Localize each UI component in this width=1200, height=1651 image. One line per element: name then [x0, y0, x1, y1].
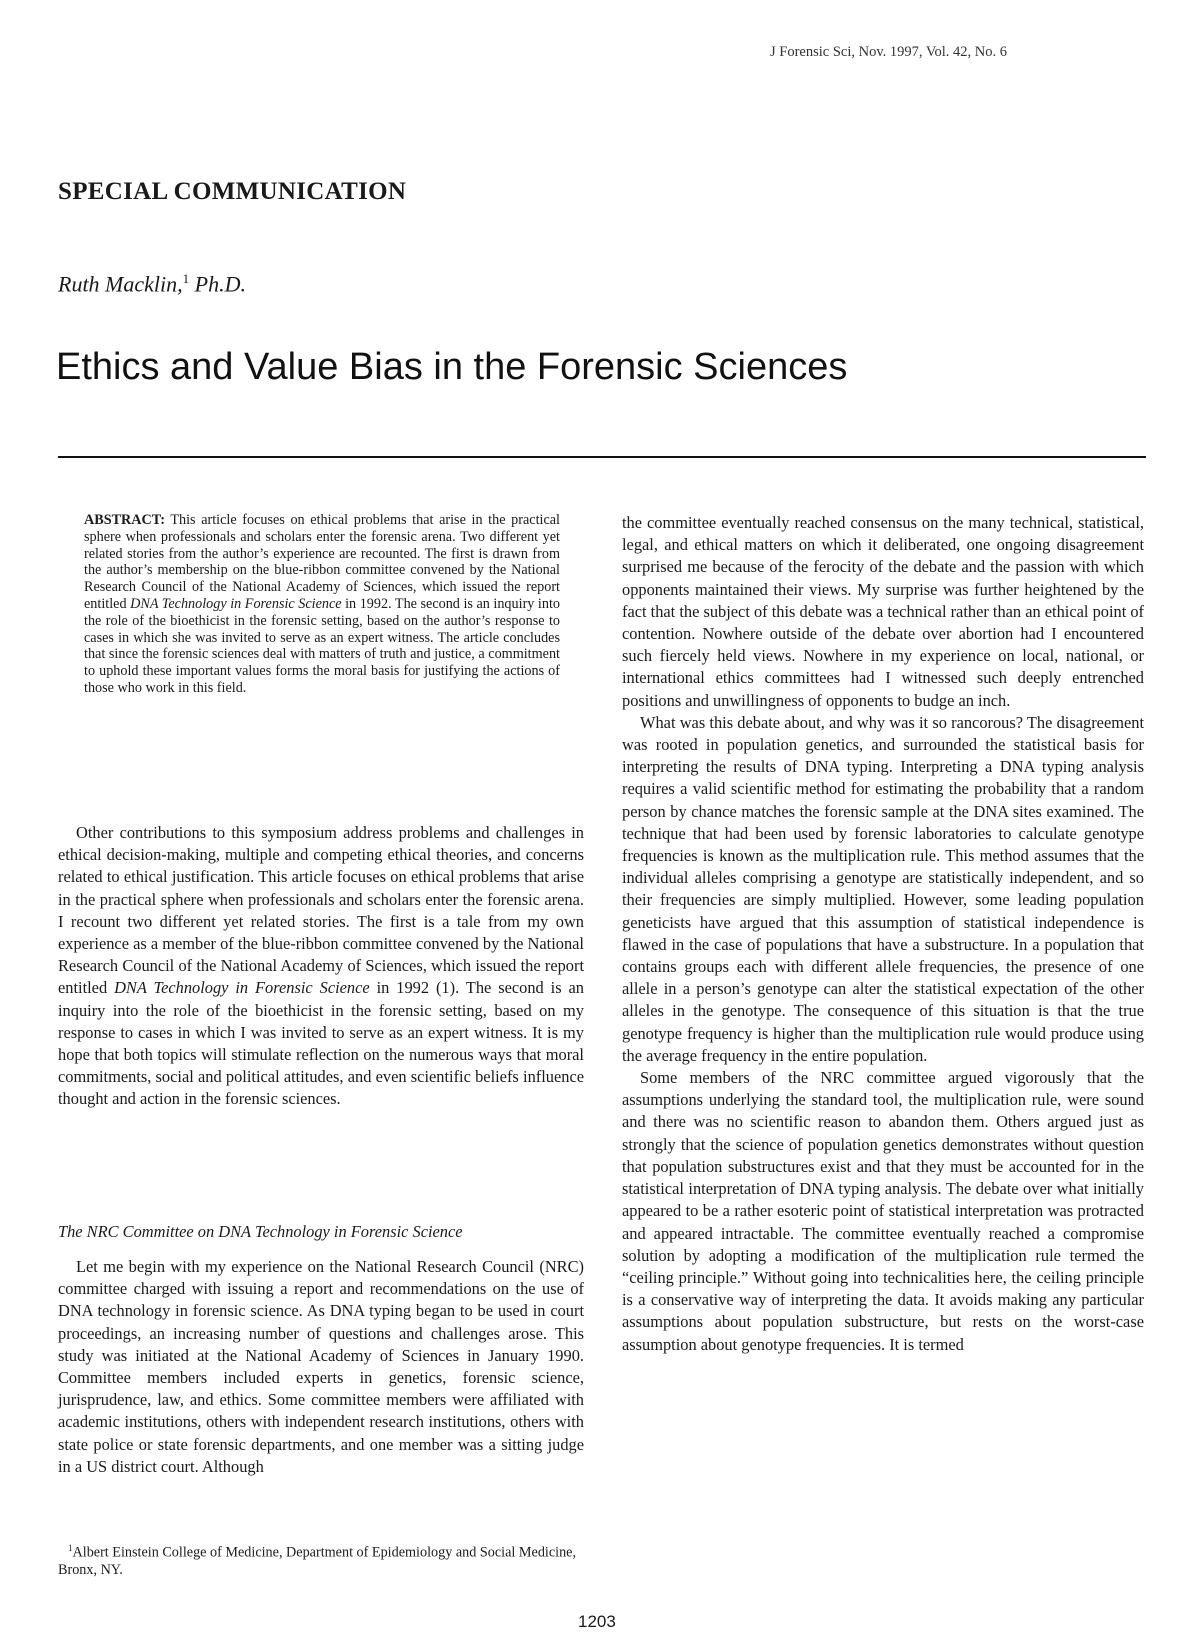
footnote — [58, 1540, 584, 1579]
page-number: 1203 — [578, 1612, 616, 1631]
abstract-report-title: DNA Technology in Forensic Science — [130, 595, 342, 612]
author-degree: Ph.D. — [194, 271, 246, 297]
nrc-paragraph: Let me begin with my experience on the National Research Council (NRC) committee charged with issuing a report and recommendations on the use of DNA technology in forensic science. As DNA typing began to be used in court proceedings, an increasing number of questions and challenges arose. This study was initiated at the National Academy of Sciences in January 1990. Committee members included experts in genetics, forensic science, jurisprudence, law, and ethics. Some committee members were affiliated with academic institutions, others with independent research institutions, others with state police or state forensic departments, and one member was a sitting judge in a US district court. Although — [58, 1257, 584, 1476]
footnote-body: Albert Einstein College of Medicine, Department of Epidemiology and Social Medicine, Bronx, NY. — [58, 1544, 577, 1578]
abstract — [84, 512, 560, 697]
article-title: Ethics and Value Bias in the Forensic Sciences — [56, 346, 848, 388]
intro-text-end: in 1992 (1). The second is an inquiry into the role of the bioethicist in the forensic setting, based on my response to cases in which I was invited to serve as an expert witness. It is my hope that both topics will stimulate reflection on the numerous ways that moral commitments, social and political attitudes, and even scientific beliefs influence thought and action in the forensic sciences. — [58, 978, 584, 1109]
right-paragraph-1: the committee eventually reached consensus on the many technical, statistical, legal, and ethical matters on which it deliberated, one ongoing disagreement surprised me because of the ferocity of the debate and the passion with which opponents maintained their views. My surprise was further heightened by the fact that the subject of this debate was a technical rather than an ethical point of contention. Nowhere outside of the debate over abortion had I encountered such fiercely held views. Nowhere in my experience on local, national, or international ethics committees had I witnessed such deeply entrenched positions and unwillingness of opponents to budge an inch. — [622, 513, 1145, 710]
abstract-label: ABSTRACT: — [84, 512, 165, 528]
footnote-text — [58, 1540, 584, 1579]
nrc-section — [58, 1256, 584, 1478]
author-line — [58, 271, 246, 297]
abstract-text-start: This article focuses on ethical problems that arise in the practical sphere when professionals and scholars enter the forensic arena. Two different yet related stories from the author’s experience are recounted. The first is drawn from the author’s membership on the blue-ribbon committee convened by the National Research Council of the National Academy of Sciences, which issued the report entitled — [84, 512, 560, 612]
author-name: Ruth Macklin, — [58, 271, 183, 297]
intro-text-start: Other contributions to this symposium address problems and challenges in ethical decision-making, multiple and competing ethical theories, and concerns related to ethical justification. This article focuses on ethical problems that arise in the practical sphere when professionals and scholars enter the forensic arena. I recount two different yet related stories. The first is a tale from my own experience as a member of the blue-ribbon committee convened by the National Research Council of the National Academy of Sciences, which issued the report entitled — [58, 823, 584, 998]
abstract-text-end: in 1992. The second is an inquiry into the role of the bioethicist in the forensic setting, based on the author’s response to cases in which she was invited to serve as an expert witness. The article concludes that since the forensic sciences deal with matters of truth and justice, a commitment to uphold these important values forms the moral basis for justifying the actions of those who work in this field. — [84, 595, 560, 696]
section-subheading: The NRC Committee on DNA Technology in Forensic Science — [58, 1222, 463, 1241]
section-label: SPECIAL COMMUNICATION — [58, 178, 407, 205]
title-divider — [58, 456, 1146, 458]
right-paragraph-3: Some members of the NRC committee argued vigorously that the assumptions underlying the standard tool, the multiplication rule, were sound and there was no scientific reason to abandon them. Others argued just as strongly that the science of population genetics demonstrates without question that population substructures exist and that they must be accounted for in the statistical interpretation of DNA typing analysis. The debate over what initially appeared to be a rather esoteric point of statistical interpretation was protracted and appeared intractable. The committee eventually reached a compromise solution by adopting a modification of the multiplication rule termed the “ceiling principle.” Without going into technicalities here, the ceiling principle is a conservative way of interpreting the data. It avoids making any particular assumptions about population substructure, but rests on the worst-case assumption about genotype frequencies. It is termed — [622, 1068, 1144, 1354]
right-column — [622, 512, 1144, 1356]
intro-paragraph — [58, 822, 584, 1111]
right-paragraph-2: What was this debate about, and why was it so rancorous? The disagreement was rooted in population genetics, and surrounded the statistical basis for interpreting the results of DNA typing. Interpreting a DNA typing analysis requires a valid scientific method for estimating the probability that a random person by chance matches the forensic sample at the DNA sites examined. The technique that had been used by forensic laboratories to calculate genotype frequencies is known as the multiplication rule. This method assumes that the individual alleles comprising a genotype are statistically independent, and so their frequencies are simply multiplied. However, some leading population geneticists have argued that this assumption of statistical independence is flawed in the case of populations that have a substructure. In a population that contains groups each with different allele frequencies, the presence of one allele in a person’s genotype can alter the statistical expectation of the other alleles in the genotype. The consequence of this situation is that the true genotype frequency is higher than the multiplication rule would produce using the average frequency in the entire population. — [622, 712, 1144, 1065]
footnote-mark: 1 — [68, 1543, 73, 1553]
author-footnote-mark: 1 — [182, 271, 190, 286]
journal-reference: J Forensic Sci, Nov. 1997, Vol. 42, No. 6 — [770, 44, 1007, 60]
intro-section — [58, 822, 584, 1111]
intro-report-title: DNA Technology in Forensic Science — [114, 978, 370, 998]
